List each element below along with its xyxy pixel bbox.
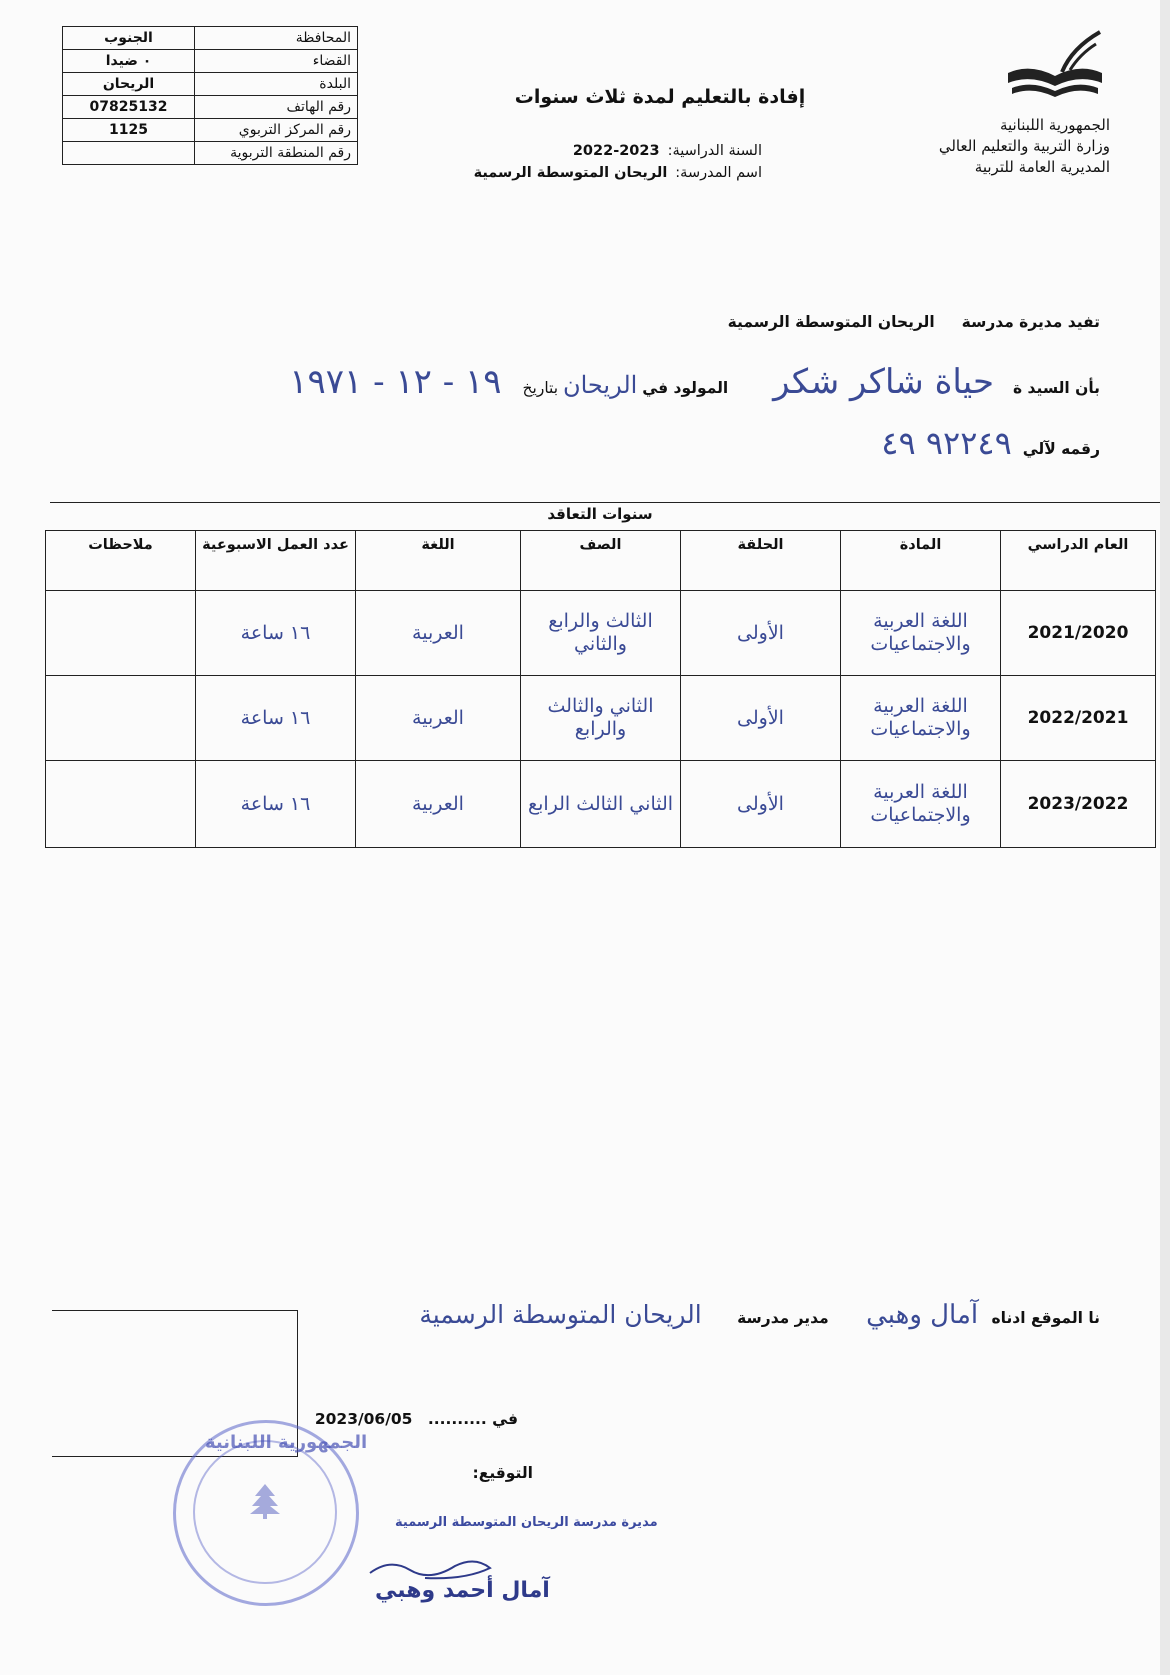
info-value [63,142,195,165]
undersigned-name: آمال وهبي [866,1300,979,1330]
cell-cycle: الأولى [681,676,841,761]
cell-year: 2022/2021 [1001,676,1156,761]
person-name: حياة شاكر شكر [773,362,995,402]
contract-title-rule [50,502,1160,503]
cell-cycle: الأولى [681,591,841,676]
table-row [46,676,1156,761]
statement-line-1 [728,313,1100,331]
undersigned-prefix: نا الموقع ادناه [991,1309,1100,1327]
cell-year: 2023/2022 [1001,761,1156,848]
header-subject: المادة [841,531,1001,591]
info-key: رقم المنطقة التربوية [195,142,358,165]
republic-name: الجمهورية اللبنانية [999,116,1110,134]
school-name-line [474,162,762,184]
cell-cycle: الأولى [681,761,841,848]
info-value: ٠ ضيدا [63,50,195,73]
info-key: رقم المركز التربوي [195,119,358,142]
school-name-label: اسم المدرسة: [675,165,762,181]
info-key: المحافظة [195,27,358,50]
undersigned-line [419,1300,1100,1330]
school-name-value: الريحان المتوسطة الرسمية [473,165,668,181]
directorate-name: المديرية العامة للتربية [974,158,1110,176]
cell-notes [46,761,196,848]
stamp-header: الجمهورية اللبنانية [205,1432,368,1453]
cell-class: الثاني الثالث الرابع [521,761,681,848]
header-hours: عدد العمل الاسبوعية [196,531,356,591]
info-value: الريحان [63,73,195,96]
cell-class: الثالث والرابع والثاني [521,591,681,676]
cell-subject: اللغة العربية والاجتماعيات [841,591,1001,676]
cell-notes [46,591,196,676]
school-year-value: 2023-2022 [572,143,660,159]
ministry-book-icon [1000,28,1110,108]
info-value: 07825132 [63,96,195,119]
director-school: الريحان المتوسطة الرسمية [419,1300,702,1329]
info-row [63,142,358,165]
date-line [315,1410,518,1428]
contract-table [45,530,1156,848]
header-language: اللغة [356,531,521,591]
birth-date: ١٩ - ١٢ - ١٩٧١ [289,362,502,402]
info-row [63,50,358,73]
info-value: الجنوب [63,27,195,50]
document-title: إفادة بالتعليم لمدة ثلاث سنوات [514,86,806,108]
director-label: مدير مدرسة [737,1309,829,1327]
school-year-label: السنة الدراسية: [667,143,762,159]
info-key: البلدة [195,73,358,96]
statement-school: الريحان المتوسطة الرسمية [727,313,935,331]
cedar-icon [245,1480,285,1520]
header-class: الصف [521,531,681,591]
automated-number: ٩٢٢٤٩ ٤٩ [881,424,1012,462]
birth-place: الريحان [562,371,638,399]
table-row [46,591,1156,676]
info-value: 1125 [63,119,195,142]
statement-line-3 [881,424,1100,462]
table-row [46,761,1156,848]
person-prefix: بأن السيد ة [1013,379,1100,397]
born-label: المولود في [642,379,729,397]
stamp-signatory-name: آمال أحمد وهبي [375,1578,550,1603]
info-key: رقم الهاتف [195,96,358,119]
contract-header-row [46,531,1156,591]
cell-hours: ١٦ ساعة [196,676,356,761]
info-key: القضاء [195,50,358,73]
date-label: بتاريخ [522,379,559,397]
ministry-header [939,115,1110,178]
info-row [63,96,358,119]
cell-class: الثاني والثالث والرابع [521,676,681,761]
stamp-school-line: مديرة مدرسة الريحان المتوسطة الرسمية [395,1515,658,1530]
date-value: 2023/06/05 [314,1410,413,1428]
cell-hours: ١٦ ساعة [196,591,356,676]
cell-language: العربية [356,676,521,761]
cell-notes [46,676,196,761]
cell-year: 2021/2020 [1001,591,1156,676]
info-row [63,73,358,96]
cell-language: العربية [356,761,521,848]
number-label: رقمه لآلي [1022,440,1100,458]
info-row [63,119,358,142]
cell-hours: ١٦ ساعة [196,761,356,848]
statement-prefix: تفيد مديرة مدرسة [961,313,1100,331]
date-dots: .......... [427,1410,487,1428]
info-row [63,27,358,50]
school-info-table [62,26,358,165]
statement-line-2 [289,362,1100,402]
cell-language: العربية [356,591,521,676]
school-year-line [474,140,762,162]
header-year: العام الدراسي [1001,531,1156,591]
contract-title: سنوات التعاقد [547,505,653,523]
cell-subject: اللغة العربية والاجتماعيات [841,676,1001,761]
ministry-name: وزارة التربية والتعليم العالي [938,137,1110,155]
document-meta [474,140,762,184]
header-cycle: الحلقة [681,531,841,591]
cell-subject: اللغة العربية والاجتماعيات [841,761,1001,848]
header-notes: ملاحظات [46,531,196,591]
signature-label: التوقيع: [472,1464,533,1482]
date-prefix: في [492,1410,518,1428]
